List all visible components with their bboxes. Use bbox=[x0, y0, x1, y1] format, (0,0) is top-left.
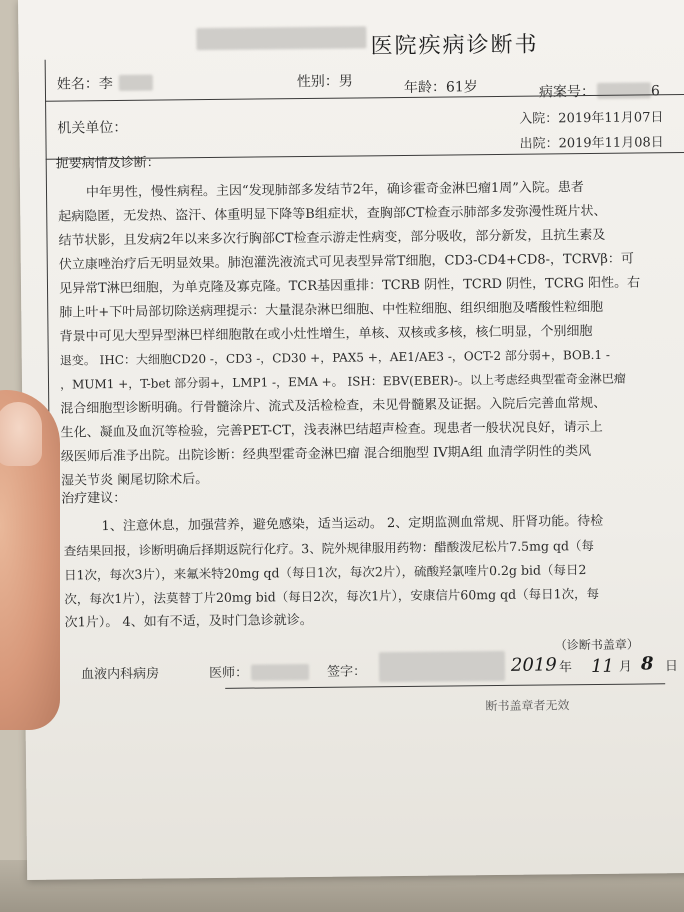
diagnosis-certificate bbox=[18, 0, 684, 880]
age-label: 年龄：61岁 bbox=[403, 79, 478, 96]
summary-line: 起病隐匿，无发热、盗汗、体重明显下降等B组症状，查胸部CT检查示肺部多发弥漫性斑片状、 bbox=[58, 203, 607, 225]
summary-line: 中年男性，慢性病程。主因“发现肺部多发结节2年，确诊霍奇金淋巴瘤1周”入院。患者 bbox=[85, 180, 584, 201]
case-number-suffix: 6 bbox=[650, 83, 660, 100]
advice-line: 次，每次1片），法莫替丁片20mg bid（每日2次，每次1片），安康信片60mg qd（每日1次，每 bbox=[64, 585, 600, 607]
date-day: 8 bbox=[640, 653, 654, 675]
admission-date: 入院：2019年11月07日 bbox=[519, 110, 664, 127]
summary-line: 生化、凝血及血沉等检验，完善PET-CT，浅表淋巴结超声检查。现患者一般状况良好，请示上 bbox=[60, 419, 603, 441]
doctor-label: 医师： bbox=[208, 665, 249, 682]
name-redaction bbox=[119, 75, 153, 91]
sex-label: 性别：男 bbox=[296, 73, 353, 91]
signature-line bbox=[225, 683, 665, 689]
summary-line: ，MUM1 +，T-bet 部分弱+，LMP1 -，EMA +。 ISH：EBV(EBER)-。以上考虑经典型霍奇金淋巴瘤 bbox=[59, 371, 626, 392]
summary-line: 级医师后准予出院。出院诊断：经典型霍奇金淋巴瘤 混合细胞型 IV期A组 血清学阴性的类风 bbox=[60, 444, 592, 465]
page-title: 医院疾病诊断书 bbox=[370, 32, 539, 60]
date-month-char: 月 bbox=[618, 659, 633, 675]
advice-line: 1、注意休息，加强营养，避免感染，适当运动。 2、定期监测血常规、肝肾功能。待检 bbox=[101, 513, 604, 535]
summary-line: 背景中可见大型异型淋巴样细胞散在或小灶性增生，单核、双核或多核，核仁明显，个别细胞 bbox=[59, 324, 593, 345]
date-year-char: 年 bbox=[558, 660, 573, 676]
stamp-label: （诊断书盖章） bbox=[554, 637, 639, 653]
case-number-redaction bbox=[597, 82, 651, 99]
advice-line: 日1次，每次3片），来氟米特20mg qd（每日1次，每次2片），硫酸羟氯喹片0.2g bid（每日2 bbox=[63, 562, 587, 583]
doctor-name-redaction bbox=[251, 664, 309, 681]
summary-line: 伏立康唑治疗后无明显效果。肺泡灌洗液流式可见表型异常T细胞，CD3-CD4+CD8-，TCRVβ：可 bbox=[58, 251, 634, 273]
summary-line: 结节状影，且发病2年以来多次行胸部CT检查示游走性病变，部分吸收，部分新发，且抗生素及 bbox=[58, 227, 606, 249]
summary-line: 肺上叶+下叶局部切除送病理提示：大量混杂淋巴细胞、中性粒细胞、组织细胞及嗜酸性粒细胞 bbox=[59, 299, 604, 321]
summary-line: 见异常T淋巴细胞，为单克隆及寡克隆。TCR基因重排：TCRB 阴性，TCRD 阴性，TCRG 阳性。右 bbox=[58, 275, 641, 297]
department-label: 血液内科病房 bbox=[80, 666, 160, 683]
advice-line: 次1片）。 4、如有不适，及时门急诊就诊。 bbox=[64, 612, 313, 631]
discharge-date: 出院：2019年11月08日 bbox=[519, 135, 664, 152]
summary-line: 退变。 IHC：大细胞CD20 -，CD3 -，CD30 +，PAX5 +，AE1/AE3 -，OCT-2 部分弱+，BOB.1 - bbox=[59, 347, 610, 368]
hospital-name-redaction bbox=[196, 26, 366, 50]
organization-label: 机关单位： bbox=[57, 119, 128, 137]
case-number-label: 病案号： bbox=[538, 83, 596, 101]
signature-label: 签字： bbox=[326, 664, 367, 680]
date-month: 11 bbox=[590, 655, 615, 678]
summary-line: 湿关节炎 阑尾切除术后。 bbox=[60, 472, 209, 489]
signature-redaction bbox=[379, 651, 505, 682]
thumb-nail bbox=[0, 402, 42, 466]
footer-note: 断书盖章者无效 bbox=[485, 698, 570, 714]
date-year: 2019 bbox=[510, 654, 557, 676]
summary-section-label: 扼要病情及诊断： bbox=[55, 155, 160, 172]
date-day-char: 日 bbox=[664, 659, 679, 675]
advice-line: 查结果回报，诊断明确后择期返院行化疗。3、院外规律服用药物：醋酸泼尼松片7.5mg qd（每 bbox=[63, 537, 594, 559]
name-label: 姓名：李 bbox=[56, 76, 113, 93]
summary-line: 混合细胞型诊断明确。行骨髓涂片、流式及活检检查，未见骨髓累及证据。入院后完善血常规、 bbox=[60, 395, 607, 417]
advice-section-label: 治疗建议： bbox=[61, 490, 127, 507]
